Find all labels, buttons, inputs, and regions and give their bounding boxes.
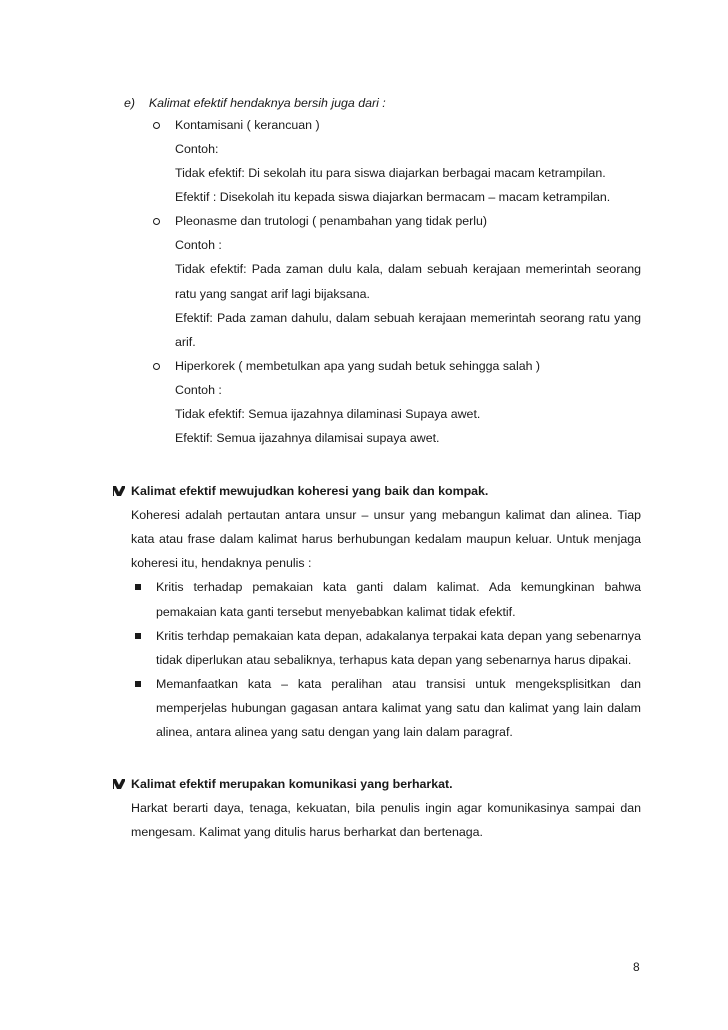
square-bullet-icon [135,584,141,590]
paragraph-line: koheresi itu, hendaknya penulis : [131,556,312,570]
item-line: Efektif: Pada zaman dahulu, dalam sebuah kerajaan memerintah seorang ratu yang [175,311,641,325]
square-bullet-icon [135,633,141,639]
bullet-line: alinea, antara alinea yang satu dengan yang lain dalam paragraf. [156,725,513,739]
bullet-line: memperjelas hubungan gagasan antara kalimat yang satu dan kalimat yang lain dalam [156,701,641,715]
circle-bullet-icon [153,363,160,370]
bullet-line: Memanfaatkan kata – kata peralihan atau transisi untuk mengeksplisitkan dan [156,677,641,691]
paragraph-line: Harkat berarti daya, tenaga, kekuatan, bila penulis ingin agar komunikasinya sampai dan [131,801,641,815]
paragraph-line: kata atau frase dalam kalimat harus berhubungan kedalam maupun keluar. Untuk menjaga [131,532,641,546]
bullet-line: tidak diperlukan atau sebaliknya, terhapus kata depan yang sebenarnya harus dipakai. [156,653,632,667]
item-line: Efektif : Disekolah itu kepada siswa diajarkan bermacam – macam ketrampilan. [175,190,611,204]
section-e-title: Kalimat efektif hendaknya bersih juga dari : [148,96,386,110]
pencil-bullet-icon [112,777,126,790]
item-label: Kontamisani ( kerancuan ) [175,118,320,132]
section-heading: Kalimat efektif mewujudkan koheresi yang baik dan kompak. [131,484,489,498]
item-line: arif. [175,335,196,349]
item-label: Hiperkorek ( membetulkan apa yang sudah betuk sehingga salah ) [175,359,541,373]
bullet-line: pemakaian kata ganti tersebut menyebabkan kalimat tidak efektif. [156,605,516,619]
square-bullet-icon [135,681,141,687]
circle-bullet-icon [153,218,160,225]
item-line: Contoh: [175,142,219,156]
section-heading: Kalimat efektif merupakan komunikasi yang berharkat. [131,777,453,791]
item-line: Efektif: Semua ijazahnya dilamisai supaya awet. [175,431,440,445]
bullet-line: Kritis terhadap pemakaian kata ganti dalam kalimat. Ada kemungkinan bahwa [156,580,641,594]
item-line: Tidak efektif: Pada zaman dulu kala, dalam sebuah kerajaan memerintah seorang [175,262,641,276]
item-line: Tidak efektif: Di sekolah itu para siswa diajarkan berbagai macam ketrampilan. [175,166,606,180]
page-number: 8 [633,960,640,974]
section-e-heading [124,95,386,111]
section-e-marker: e) [124,96,136,110]
circle-bullet-icon [153,122,160,129]
pencil-bullet-icon [112,484,126,497]
paragraph-line: Koheresi adalah pertautan antara unsur – unsur yang mebangun kalimat dan alinea. Tiap [131,508,641,522]
paragraph-line: mengesam. Kalimat yang ditulis harus berharkat dan bertenaga. [131,825,483,839]
item-label: Pleonasme dan trutologi ( penambahan yang tidak perlu) [175,214,488,228]
item-line: Contoh : [175,383,222,397]
bullet-line: Kritis terhdap pemakaian kata depan, adakalanya terpakai kata depan yang sebenarnya [156,629,641,643]
item-line: Contoh : [175,238,222,252]
item-line: Tidak efektif: Semua ijazahnya dilaminasi Supaya awet. [175,407,481,421]
item-line: ratu yang sangat arif lagi bijaksana. [175,287,370,301]
